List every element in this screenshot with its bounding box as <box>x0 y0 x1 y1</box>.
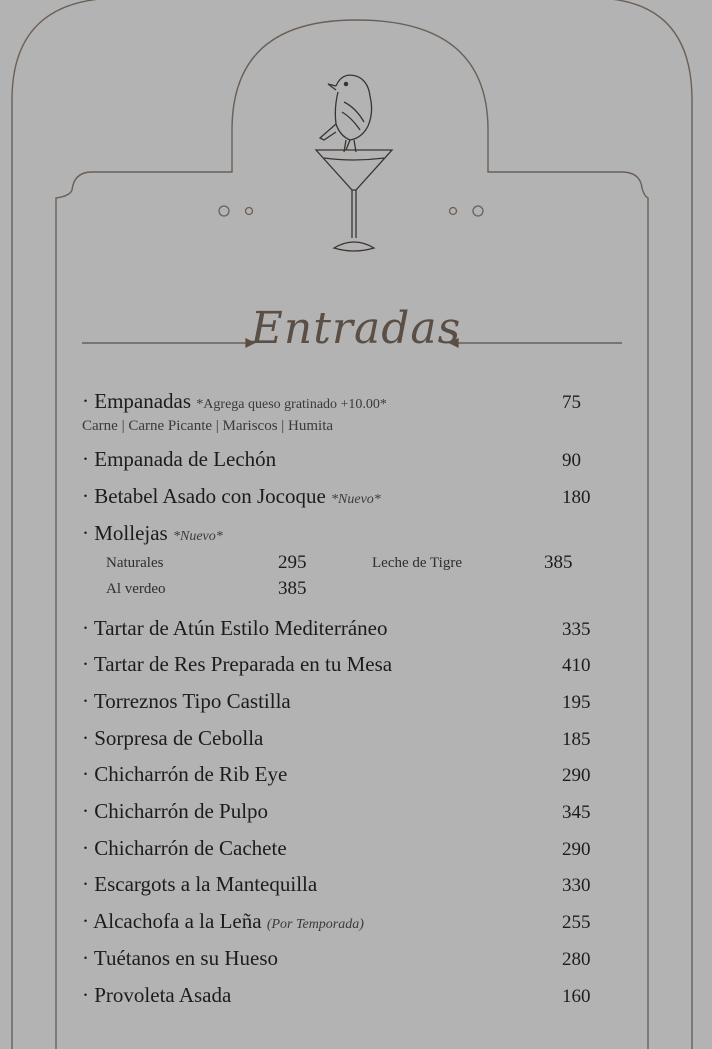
menu-item-sorpresa-cebolla: · Sorpresa de Cebolla 185 <box>82 726 591 750</box>
menu-item-betabel: · Betabel Asado con Jocoque *Nuevo* 180 <box>82 484 591 508</box>
option-label: Leche de Tigre <box>372 555 462 571</box>
option-price: 295 <box>278 552 307 573</box>
menu-item-provoleta: · Provoleta Asada 160 <box>82 983 591 1007</box>
menu-item-empanada-lechon: · Empanada de Lechón 90 <box>82 447 581 471</box>
menu-item-chicharron-cachete: · Chicharrón de Cachete 290 <box>82 836 591 860</box>
menu-item-alcachofa: · Alcachofa a la Leña (Por Temporada) 255 <box>82 909 591 933</box>
option-label: Al verdeo <box>106 581 166 597</box>
option-price: 385 <box>278 578 307 599</box>
empanadas-fillings: Carne | Carne Picante | Mariscos | Humita <box>82 418 334 434</box>
option-price: 385 <box>544 552 573 573</box>
menu-item-chicharron-pulpo: · Chicharrón de Pulpo 345 <box>82 799 591 823</box>
menu-item-mollejas: · Mollejas *Nuevo* <box>82 521 223 545</box>
menu-item-chicharron-rib-eye: · Chicharrón de Rib Eye 290 <box>82 762 591 786</box>
menu-item-empanadas: · Empanadas *Agrega queso gratinado +10.00* 75 Carne | Carne Picante | Mariscos | Humita <box>82 389 602 435</box>
menu-item-tartar-res: · Tartar de Res Preparada en tu Mesa 410 <box>82 652 591 676</box>
section-title: Entradas <box>250 303 462 354</box>
menu-item-escargots: · Escargots a la Mantequilla 330 <box>82 872 591 896</box>
menu-item-tuetanos: · Tuétanos en su Hueso 280 <box>82 946 591 970</box>
menu-item-torreznos: · Torreznos Tipo Castilla 195 <box>82 689 591 713</box>
menu-item-tartar-atun: · Tartar de Atún Estilo Mediterráneo 335 <box>82 616 591 640</box>
mollejas-options <box>82 553 602 603</box>
option-label: Naturales <box>106 555 164 571</box>
